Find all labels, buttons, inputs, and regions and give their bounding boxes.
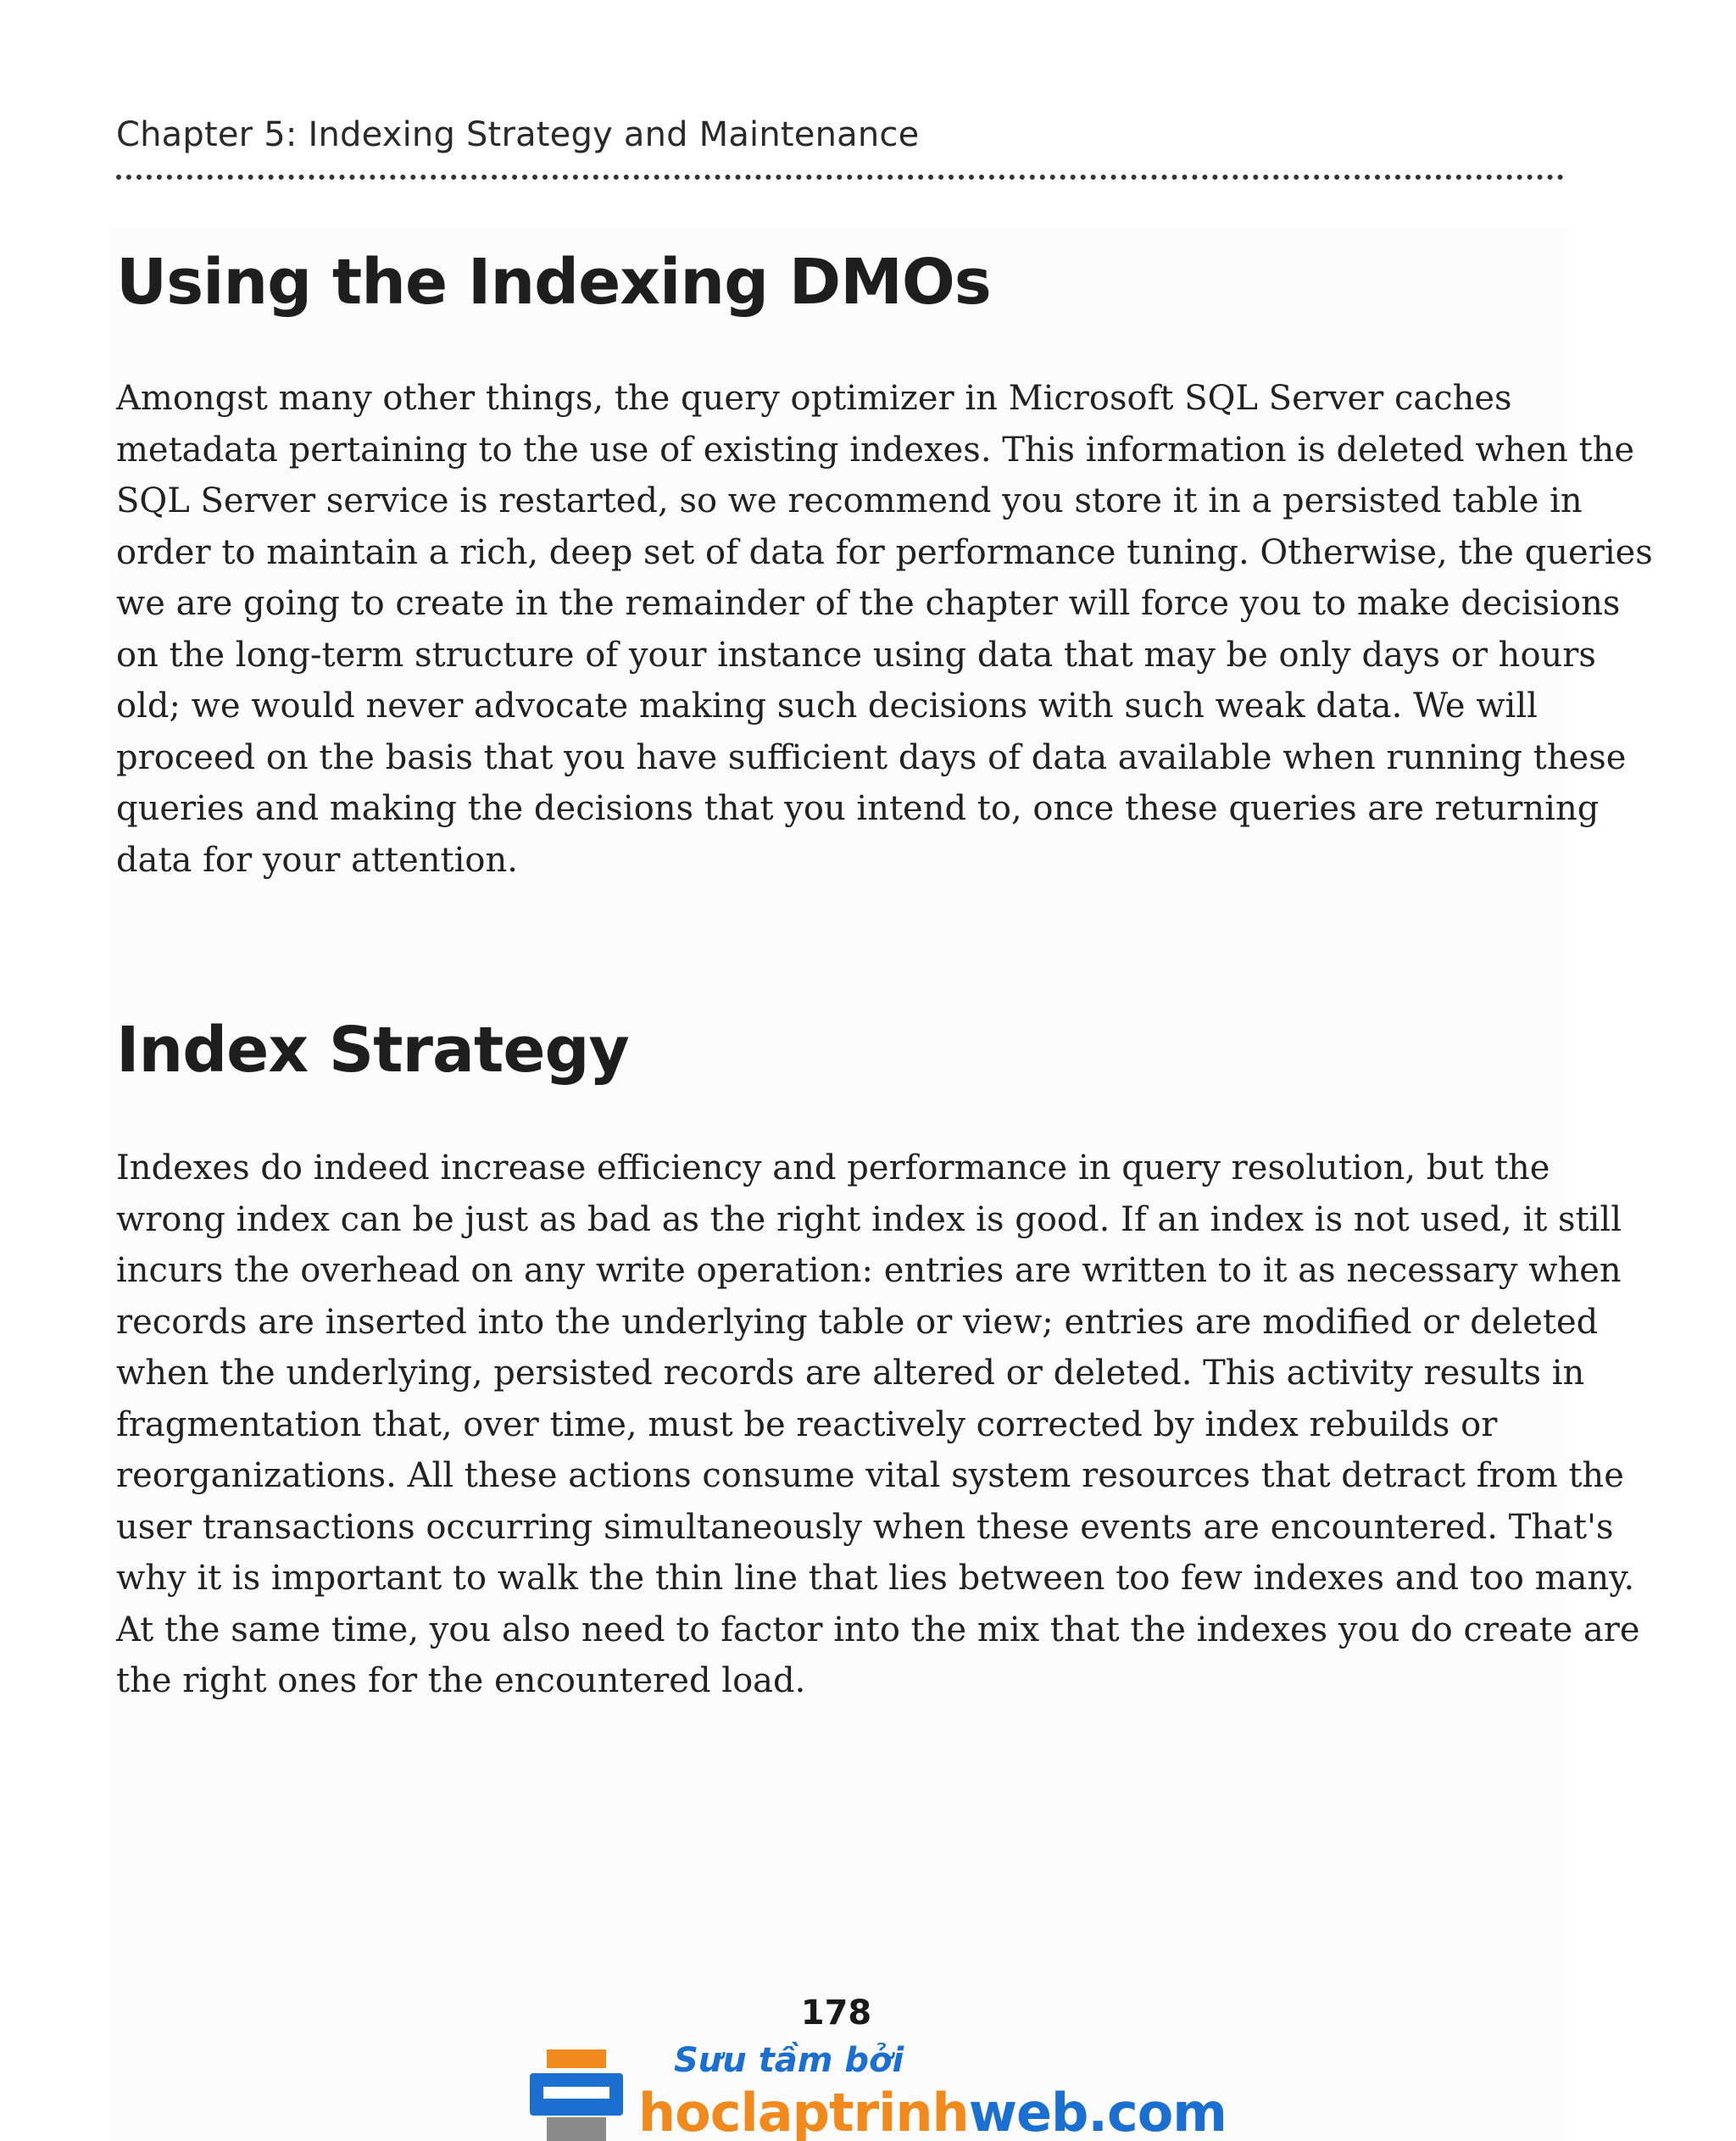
watermark-tagline: Sưu tầm bởi: [674, 2041, 904, 2080]
text-line: wrong index can be just as bad as the right index is good. If an index is not used, it still: [116, 1199, 1622, 1239]
watermark: [530, 2041, 1227, 2141]
text-line: metadata pertaining to the use of existing indexes. This information is deleted when the: [116, 430, 1634, 470]
text-line: when the underlying, persisted records are altered or deleted. This activity results in: [116, 1354, 1585, 1393]
text-line: SQL Server service is restarted, so we recommend you store it in a persisted table in: [116, 481, 1583, 520]
paragraph-indexing-dmos: [116, 373, 1653, 886]
paragraph-index-strategy: [116, 1143, 1640, 1707]
section-heading-indexing-dmos: Using the Indexing DMOs: [116, 246, 991, 319]
page-number: 178: [800, 1994, 872, 2033]
printer-icon: [530, 2049, 623, 2141]
watermark-site: [638, 2082, 1227, 2141]
text-line: reorganizations. All these actions consume vital system resources that detract from the: [116, 1456, 1624, 1495]
text-line: old; we would never advocate making such decisions with such weak data. We will: [116, 687, 1538, 726]
text-line: we are going to create in the remainder of the chapter will force you to make decisions: [116, 584, 1621, 623]
running-header: Chapter 5: Indexing Strategy and Maintenance: [116, 115, 920, 154]
text-line: data for your attention.: [116, 840, 518, 880]
text-line: queries and making the decisions that you intend to, once these queries are returning: [116, 789, 1600, 828]
text-line: records are inserted into the underlying table or view; entries are modified or deleted: [116, 1302, 1599, 1342]
text-line: incurs the overhead on any write operation: entries are written to it as necessary when: [116, 1251, 1622, 1290]
text-line: order to maintain a rich, deep set of data for performance tuning. Otherwise, the queries: [116, 532, 1653, 572]
watermark-site-part2: web.com: [968, 2082, 1227, 2141]
text-line: on the long-term structure of your instance using data that may be only days or hours: [116, 635, 1596, 675]
text-line: why it is important to walk the thin line that lies between too few indexes and too many.: [116, 1559, 1635, 1598]
header-dotted-rule: [116, 175, 1564, 180]
text-line: Amongst many other things, the query optimizer in Microsoft SQL Server caches: [116, 379, 1512, 418]
section-heading-index-strategy: Index Strategy: [116, 1014, 629, 1087]
text-line: user transactions occurring simultaneously when these events are encountered. That's: [116, 1507, 1614, 1547]
text-line: proceed on the basis that you have sufficient days of data available when running these: [116, 737, 1627, 777]
text-line: Indexes do indeed increase efficiency and performance in query resolution, but the: [116, 1148, 1550, 1187]
text-line: At the same time, you also need to factor into the mix that the indexes you do create are: [116, 1610, 1640, 1649]
text-line: the right ones for the encountered load.: [116, 1661, 806, 1700]
watermark-site-part1: hoclaptrinh: [638, 2082, 969, 2141]
text-line: fragmentation that, over time, must be reactively corrected by index rebuilds or: [116, 1404, 1498, 1444]
